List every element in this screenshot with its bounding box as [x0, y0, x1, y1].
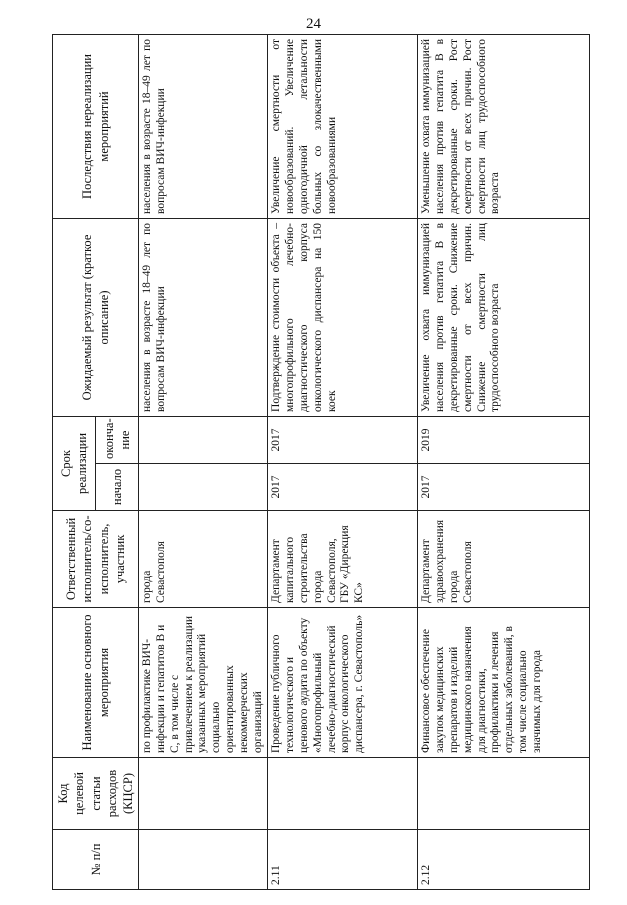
cell-name: по профилактике ВИЧ-инфекции и гепатитов В и С, в том числе с привлечением к реализации указанных мероприятий социально ориентированных некоммерческих организаций: [139, 608, 268, 758]
cell-end: 2019: [418, 416, 590, 463]
measures-table: [52, 34, 590, 890]
cell-num: [139, 830, 268, 890]
cell-start: 2017: [268, 464, 418, 511]
cell-start: [139, 464, 268, 511]
table-row: [418, 34, 590, 889]
header-name: Наименование основного мероприятия: [53, 608, 139, 758]
cell-result: населения в возрасте 18–49 лет по вопросам ВИЧ-инфекции: [139, 218, 268, 416]
header-responsible: Ответственный исполнитель/со-исполнитель, участник: [53, 511, 139, 608]
rotated-table-wrapper: [52, 35, 617, 890]
cell-consequence: населения в возрасте 18–49 лет по вопросам ВИЧ-инфекции: [139, 34, 268, 218]
table-row: [268, 34, 418, 889]
cell-code: [139, 758, 268, 830]
header-row: [53, 34, 96, 889]
cell-end: [139, 416, 268, 463]
cell-responsible: Департамент капитального строительства города Севастополя, ГБУ «Дирекция КС»: [268, 511, 418, 608]
cell-name: Проведение публичного технологического и ценового аудита по объекту «Многопрофильный лечебно-диагностический корпус онкологического диспансера, г. Севастополь»: [268, 608, 418, 758]
cell-code: [268, 758, 418, 830]
cell-code: [418, 758, 590, 830]
table-row: [139, 34, 268, 889]
header-term: Срок реализации: [53, 416, 96, 510]
cell-consequence: Уменьшение охвата иммунизацией населения против гепатита В в декретированные сроки. Рост смертности от всех причин. Рост смертности лиц трудоспособного возраста: [418, 34, 590, 218]
page-number: 24: [306, 16, 321, 32]
cell-start: 2017: [418, 464, 590, 511]
header-consequence: Последствия нереализации мероприятий: [53, 34, 139, 218]
header-code: Код целевой статьи расходов (КЦСР): [53, 758, 139, 830]
header-num: № п/п: [53, 830, 139, 890]
cell-end: 2017: [268, 416, 418, 463]
cell-responsible: города Севастополя: [139, 511, 268, 608]
cell-name: Финансовое обеспечение закупок медицинских препаратов и изделий медицинского назначения для диагностики, профилактики и лечения отдельных заболеваний, в том числе социально значимых для города: [418, 608, 590, 758]
header-result: Ожидаемый результат (краткое описание): [53, 218, 139, 416]
cell-result: Подтверждение стоимости объекта – многопрофильного лечебно-диагностического корпуса онкологического диспансера на 150 коек: [268, 218, 418, 416]
header-end: оконча-ние: [96, 416, 139, 463]
cell-result: Увеличение охвата иммунизацией населения против гепатита В в декретированные сроки. Снижение смертности от всех причин. Снижение смертности лиц трудоспособного возраста: [418, 218, 590, 416]
cell-consequence: Увеличение смертности от новообразований. Увеличение одногодичной летальности больных со злокачественными новообразованиями: [268, 34, 418, 218]
cell-num: 2.12: [418, 830, 590, 890]
header-start: начало: [96, 464, 139, 511]
cell-responsible: Департамент здравоохранения города Севастополя: [418, 511, 590, 608]
cell-num: 2.11: [268, 830, 418, 890]
